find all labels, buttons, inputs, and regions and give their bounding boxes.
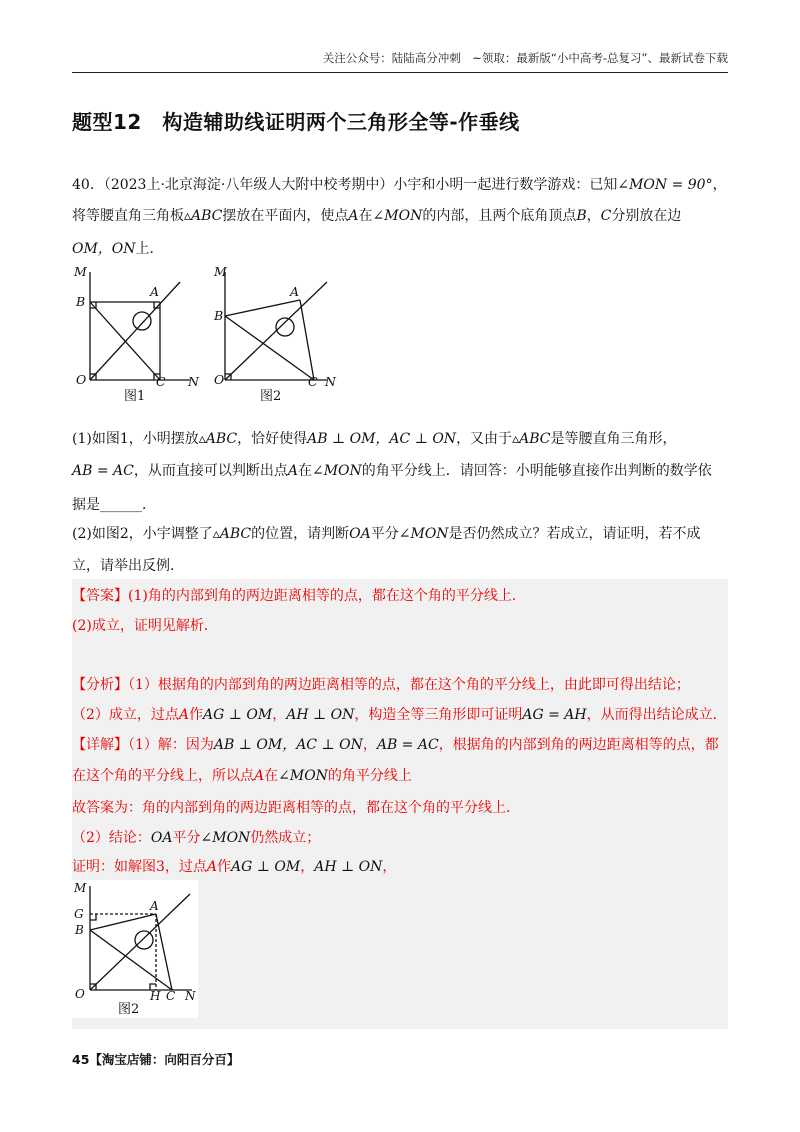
fig3-side-ac (156, 914, 172, 990)
fig3-side-bc (90, 930, 172, 990)
detail-line-4: （2）结论：OA平分∠MON仍然成立； (72, 830, 321, 846)
question-figures (72, 262, 362, 410)
fig3-label-o: O (75, 987, 85, 1001)
part2-line-1: (2)如图2，小宇调整了▵ABC的位置，请判断OA平分∠MON是否仍然成立？若成立，请证明，若不成 (72, 526, 701, 542)
analysis-label: 【分析】 (72, 677, 128, 693)
fig1-circle (133, 312, 151, 330)
fig1-ray-oa (90, 282, 180, 380)
fig3-label-n: N (185, 989, 196, 1003)
answer-line-2: (2)成立，证明见解析． (72, 618, 218, 634)
fig2-caption: 图2 (260, 389, 282, 404)
part1-line-3: 据是______． (72, 497, 156, 513)
question-line-2: 将等腰直角三角板▵ABC摆放在平面内，使点A在∠MON的内部，且两个底角顶点B，C分别放在边 (72, 208, 682, 224)
detail-label: 【详解】 (72, 737, 128, 753)
solution-figure (72, 880, 198, 1018)
detail-line-5: 证明：如解图3，过点A作AG ⊥ OM，AH ⊥ ON， (72, 859, 397, 875)
fig3-label-g: G (74, 907, 84, 921)
detail-line-1: 【详解】（1）解：因为AB ⊥ OM，AC ⊥ ON，AB = AC，根据角的内部到角的两边距离相等的点，都 (72, 737, 719, 753)
fig1-label-c: C (156, 374, 166, 389)
part1-line-2: AB = AC，从而直接可以判断出点A在∠MON的角平分线上．请回答：小明能够直接作出判断的数学依 (72, 463, 712, 479)
fig3-ray-oa (90, 894, 190, 990)
fig2-label-o: O (214, 372, 225, 387)
fig3-circle (135, 931, 153, 949)
fig2-side-ac (300, 300, 314, 380)
section-title: 题型12 构造辅助线证明两个三角形全等-作垂线 (72, 110, 520, 134)
fig3-label-b: B (75, 923, 84, 937)
fig3-right-angle-g (90, 914, 96, 920)
fig2-label-c: C (308, 374, 318, 389)
fig3-label-c: C (166, 989, 176, 1003)
fig2-circle (276, 318, 294, 336)
fig2-side-ba (225, 300, 300, 316)
question-line-3: OM，ON上． (72, 241, 164, 257)
fig3-label-a: A (150, 899, 159, 913)
answer-label: 【答案】 (72, 588, 128, 604)
shop-name: 【淘宝店铺：向阳百分百】 (89, 1052, 240, 1067)
fig2-label-a: A (290, 284, 300, 299)
analysis-line-2: （2）成立，过点A作AG ⊥ OM，AH ⊥ ON，构造全等三角形即可证明AG = AH，从而得出结论成立． (72, 707, 727, 723)
fig1-caption: 图1 (124, 389, 146, 404)
fig3-label-m: M (74, 881, 87, 895)
detail-line-2: 在这个角的平分线上，所以点A在∠MON的角平分线上 (72, 768, 412, 784)
fig1-label-o: O (76, 372, 87, 387)
fig2-label-m: M (214, 264, 227, 279)
fig3-caption: 图2 (118, 1002, 140, 1017)
detail-line-3: 故答案为：角的内部到角的两边距离相等的点，都在这个角的平分线上． (72, 800, 520, 816)
fig2-side-bc (225, 316, 314, 380)
fig3-label-h: H (150, 989, 161, 1003)
page-header: 关注公众号：陆陆高分冲刺 ~领取：最新版“小中高考-总复习”、最新试卷下载 (322, 51, 728, 65)
fig2-label-b: B (214, 308, 224, 323)
fig1-label-n: N (188, 374, 199, 389)
part2-line-2: 立，请举出反例． (72, 558, 184, 574)
question-line-1: 40．（2023上·北京海淀·八年级人大附中校考期中）小宇和小明一起进行数学游戏：已知∠MON = 90°， (72, 177, 727, 193)
fig1-label-b: B (76, 294, 86, 309)
analysis-line-1: 【分析】（1）根据角的内部到角的两边距离相等的点，都在这个角的平分线上，由此即可得出结论； (72, 677, 690, 693)
header-divider (72, 72, 728, 73)
page-number: 45 (72, 1052, 90, 1067)
part1-line-1: (1)如图1，小明摆放▵ABC，恰好使得AB ⊥ OM，AC ⊥ ON，又由于▵ABC是等腰直角三角形， (72, 431, 677, 447)
page-footer (72, 1050, 239, 1068)
fig2-label-n: N (325, 374, 336, 389)
fig1-label-a: A (150, 284, 160, 299)
fig3-side-ba (90, 914, 156, 930)
fig1-label-m: M (74, 264, 87, 279)
answer-line-1: 【答案】(1)角的内部到角的两边距离相等的点，都在这个角的平分线上． (72, 588, 526, 604)
